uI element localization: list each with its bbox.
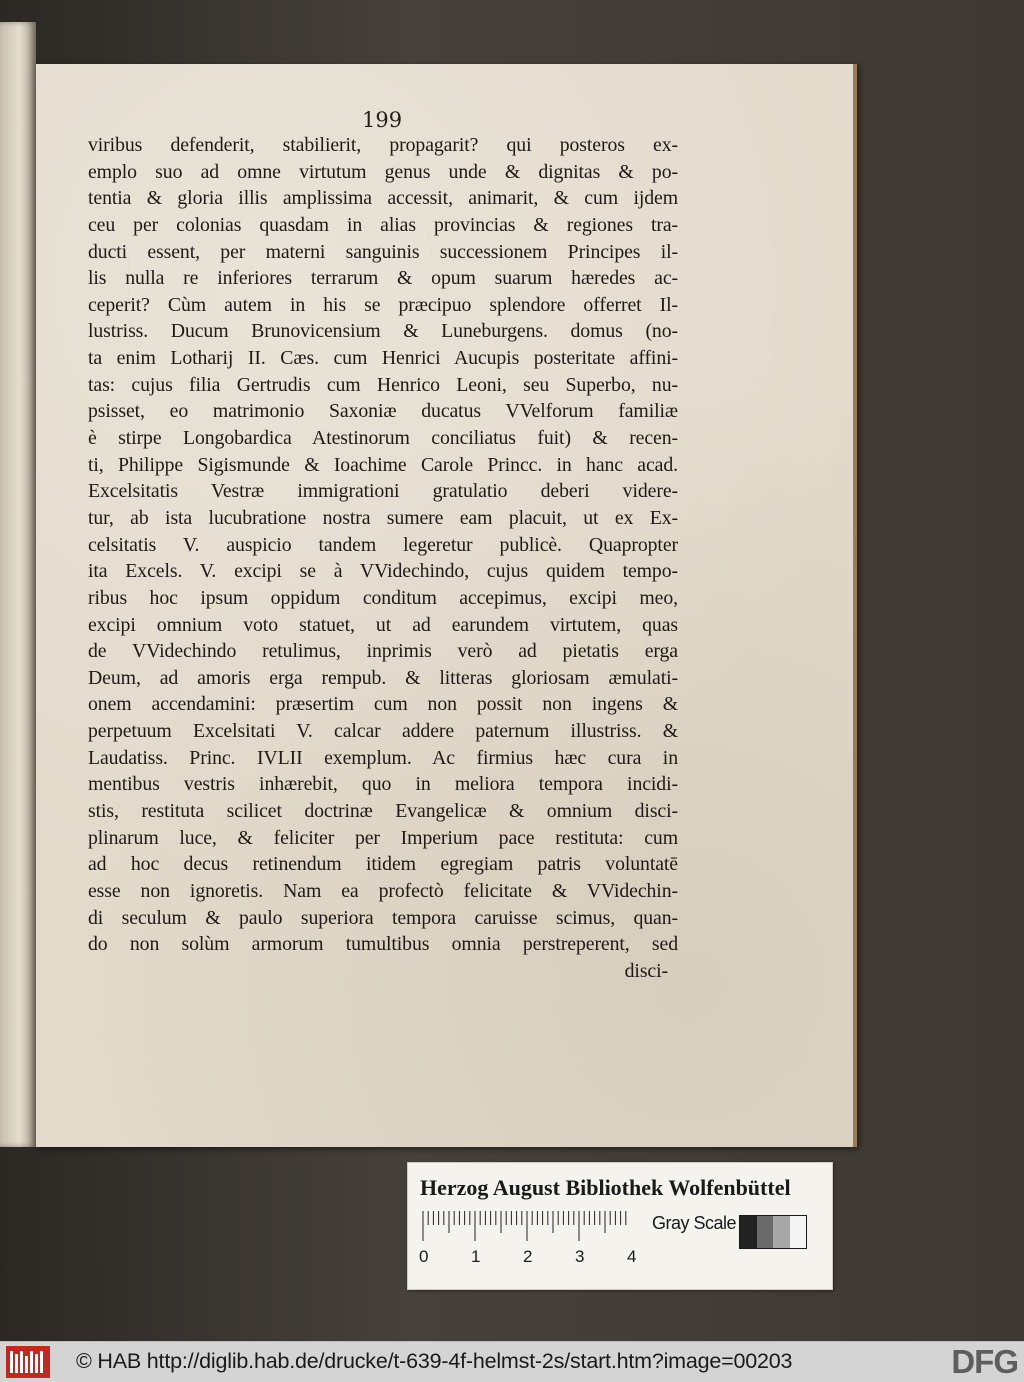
scale-ruler — [422, 1211, 630, 1241]
dfg-logo: DFG — [951, 1343, 1018, 1380]
text-line: ceu per colonias quasdam in alias provincias & regiones tra- — [88, 213, 678, 236]
text-line: mentibus vestris inhærebit, quo in meliora tempora incidi- — [88, 773, 678, 796]
ruler-label-0: 0 — [419, 1247, 429, 1266]
page-text-block — [88, 132, 678, 985]
text-line: ducti essent, per materni sanguinis successionem Principes il- — [88, 240, 678, 263]
text-line: psisset, eo matrimonio Saxoniæ ducatus VVelforum familiæ — [88, 400, 678, 423]
library-name: Herzog August Bibliothek Wolfenbüttel — [420, 1175, 791, 1200]
text-line: ita Excels. V. excipi se à VVidechindo, cujus quidem tempo- — [88, 560, 678, 583]
library-reference-card — [407, 1162, 833, 1290]
gray-scale-bar — [739, 1215, 807, 1249]
text-line: ad hoc decus retinendum itidem egregiam patris voluntatē — [88, 853, 678, 876]
hab-logo-icon — [6, 1346, 50, 1378]
text-line: viribus defenderit, stabilierit, propagarit? qui posteros ex- — [88, 134, 678, 156]
ruler-label-4: 4 — [627, 1247, 637, 1266]
text-line: emplo suo ad omne virtutum genus unde & dignitas & po- — [88, 160, 678, 183]
text-line: ti, Philippe Sigismunde & Ioachime Carole Princc. in hanc acad. — [88, 453, 678, 476]
gray-swatch — [773, 1216, 790, 1248]
source-url[interactable]: © HAB http://diglib.hab.de/drucke/t-639-4f-helmst-2s/start.htm?image=00203 — [76, 1349, 793, 1373]
text-line: lis nulla re inferiores terrarum & opum suarum hæredes ac- — [88, 267, 678, 290]
text-line: tur, ab ista lucubratione nostra sumere eam placuit, ut ex Ex- — [88, 506, 678, 529]
footer-bar — [0, 1341, 1024, 1382]
text-line: do non solùm armorum tumultibus omnia perstreperent, sed — [88, 933, 678, 956]
gray-swatch — [740, 1216, 757, 1248]
text-line: è stirpe Longobardica Atestinorum conciliatus fuit) & recen- — [88, 427, 678, 450]
gray-swatch — [757, 1216, 774, 1248]
text-line: tas: cujus filia Gertrudis cum Henrico Leoni, seu Superbo, nu- — [88, 373, 678, 396]
text-line: celsitatis V. auspicio tandem legeretur publicè. Quapropter — [88, 533, 678, 556]
text-line: perpetuum Excelsitati V. calcar addere paternum illustriss. & — [88, 720, 678, 743]
text-line: Excelsitatis Vestræ immigrationi gratulatio deberi videre- — [88, 480, 678, 503]
text-line: esse non ignoretis. Nam ea profectò felicitate & VVidechin- — [88, 879, 678, 902]
text-line: ta enim Lotharij II. Cæs. cum Henrici Aucupis posteritate affini- — [88, 347, 678, 370]
text-line: stis, restituta scilicet doctrinæ Evangelicæ & omnium disci- — [88, 800, 678, 823]
text-line: ceperit? Cùm autem in his se præcipuo splendore offerret Il- — [88, 293, 678, 316]
ruler-label-2: 2 — [523, 1247, 533, 1266]
text-line: disci- — [624, 959, 668, 982]
gray-scale-label: Gray Scale — [652, 1213, 737, 1233]
book-page — [36, 64, 857, 1147]
page-number: 199 — [362, 108, 403, 132]
text-line: lustriss. Ducum Brunovicensium & Luneburgens. domus (no- — [88, 320, 678, 343]
previous-page-edge — [0, 22, 36, 1147]
text-line: onem accendamini: præsertim cum non possit non ingens & — [88, 693, 678, 716]
text-line: ribus hoc ipsum oppidum conditum accepimus, excipi meo, — [88, 586, 678, 609]
text-line: di seculum & paulo superiora tempora caruisse scimus, quan- — [88, 906, 678, 929]
ruler-label-3: 3 — [575, 1247, 585, 1266]
text-line: tentia & gloria illis amplissima accessit, animarit, & cum ijdem — [88, 187, 678, 210]
text-line: de VVidechindo retulimus, inprimis verò ad pietatis erga — [88, 640, 678, 663]
text-line: excipi omnium voto statuet, ut ad earundem virtutem, quas — [88, 613, 678, 636]
text-line: plinarum luce, & feliciter per Imperium pace restituta: cum — [88, 826, 678, 849]
ruler-label-1: 1 — [471, 1247, 481, 1266]
gray-swatch — [790, 1216, 807, 1248]
text-line: Deum, ad amoris erga rempub. & litteras gloriosam æmulati- — [88, 666, 678, 689]
text-line: Laudatiss. Princ. IVLII exemplum. Ac firmius hæc cura in — [88, 746, 678, 769]
